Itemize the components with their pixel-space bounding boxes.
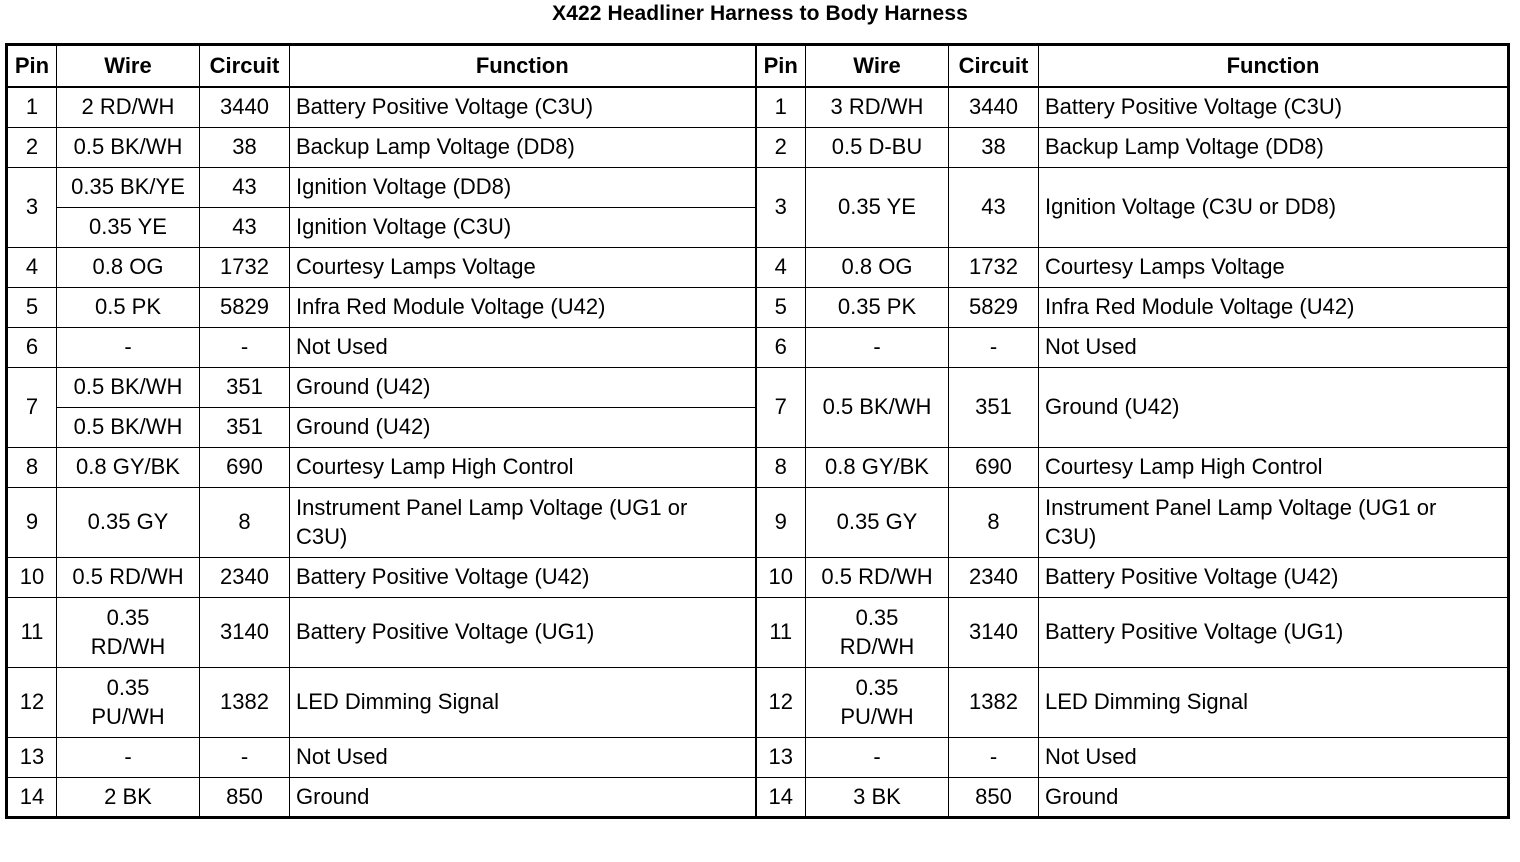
header-wire-right: Wire xyxy=(806,45,949,88)
function-cell-left: Not Used xyxy=(290,327,756,367)
table-row xyxy=(7,127,1509,167)
circuit-cell-left: 43 xyxy=(200,207,290,247)
wire-cell-right: 0.8 OG xyxy=(806,247,949,287)
wire-cell-left-line: 0.35 xyxy=(106,675,150,700)
wire-cell-left: 2 RD/WH xyxy=(57,87,200,127)
pin-cell-right: 2 xyxy=(756,127,806,167)
function-cell-right: Courtesy Lamp High Control xyxy=(1039,447,1509,487)
circuit-cell-right: 850 xyxy=(949,777,1039,817)
table-row xyxy=(7,167,1509,207)
pin-cell-right: 3 xyxy=(756,167,806,247)
pin-cell-right: 9 xyxy=(756,487,806,557)
wire-cell-right-line: PU/WH xyxy=(840,704,914,729)
function-cell-right-line: Instrument Panel Lamp Voltage (UG1 or xyxy=(1045,495,1437,520)
header-function-right: Function xyxy=(1039,45,1509,88)
table-row xyxy=(7,597,1509,667)
circuit-cell-right: 43 xyxy=(949,167,1039,247)
function-cell-right: Ignition Voltage (C3U or DD8) xyxy=(1039,167,1509,247)
wire-cell-right: 0.5 RD/WH xyxy=(806,557,949,597)
table-row xyxy=(7,557,1509,597)
header-pin-right: Pin xyxy=(756,45,806,88)
circuit-cell-left: 8 xyxy=(200,487,290,557)
header-wire-left: Wire xyxy=(57,45,200,88)
function-cell-left: Battery Positive Voltage (U42) xyxy=(290,557,756,597)
circuit-cell-right: 5829 xyxy=(949,287,1039,327)
pin-cell-left: 5 xyxy=(7,287,57,327)
pin-cell-right: 13 xyxy=(756,737,806,777)
function-cell-left-line: Instrument Panel Lamp Voltage (UG1 or xyxy=(296,495,688,520)
pin-cell-right: 4 xyxy=(756,247,806,287)
wire-cell-right: 0.5 D-BU xyxy=(806,127,949,167)
circuit-cell-right: - xyxy=(949,737,1039,777)
wire-cell-right-line: 0.35 xyxy=(855,675,899,700)
wire-cell-left: 0.35 GY xyxy=(57,487,200,557)
circuit-cell-right: 38 xyxy=(949,127,1039,167)
table-row xyxy=(7,737,1509,777)
function-cell-right: Battery Positive Voltage (C3U) xyxy=(1039,87,1509,127)
wire-cell-right: 0.5 BK/WH xyxy=(806,367,949,447)
function-cell-right: Ground (U42) xyxy=(1039,367,1509,447)
pin-cell-left: 9 xyxy=(7,487,57,557)
pin-cell-right: 8 xyxy=(756,447,806,487)
function-cell-left: Ignition Voltage (C3U) xyxy=(290,207,756,247)
wire-cell-left: 0.8 OG xyxy=(57,247,200,287)
circuit-cell-left: 38 xyxy=(200,127,290,167)
circuit-cell-right: 2340 xyxy=(949,557,1039,597)
function-cell-left: Battery Positive Voltage (C3U) xyxy=(290,87,756,127)
function-cell-left: Ground (U42) xyxy=(290,407,756,447)
function-cell-right: Backup Lamp Voltage (DD8) xyxy=(1039,127,1509,167)
wire-cell-right: 0.8 GY/BK xyxy=(806,447,949,487)
circuit-cell-left: 2340 xyxy=(200,557,290,597)
table-row xyxy=(7,327,1509,367)
function-cell-left: LED Dimming Signal xyxy=(290,667,756,737)
wire-cell-right xyxy=(806,597,949,667)
wire-cell-left: 0.5 BK/WH xyxy=(57,407,200,447)
circuit-cell-left: 690 xyxy=(200,447,290,487)
wire-cell-left: 0.5 BK/WH xyxy=(57,367,200,407)
wire-cell-right: - xyxy=(806,737,949,777)
wire-cell-right: 3 BK xyxy=(806,777,949,817)
header-pin-left: Pin xyxy=(7,45,57,88)
header-row xyxy=(7,45,1509,88)
wire-cell-left-line: RD/WH xyxy=(90,634,166,659)
circuit-cell-left: - xyxy=(200,737,290,777)
pin-cell-right: 14 xyxy=(756,777,806,817)
wire-cell-right-line: 0.35 xyxy=(855,605,899,630)
wire-cell-left: 0.35 BK/YE xyxy=(57,167,200,207)
circuit-cell-left: 1732 xyxy=(200,247,290,287)
pin-cell-left: 13 xyxy=(7,737,57,777)
wire-cell-left xyxy=(57,597,200,667)
table-row xyxy=(7,287,1509,327)
circuit-cell-left: 351 xyxy=(200,367,290,407)
pin-cell-right: 5 xyxy=(756,287,806,327)
circuit-cell-right: 351 xyxy=(949,367,1039,447)
circuit-cell-right: 1382 xyxy=(949,667,1039,737)
function-cell-left: Not Used xyxy=(290,737,756,777)
function-cell-right: Not Used xyxy=(1039,327,1509,367)
pin-cell-right: 11 xyxy=(756,597,806,667)
function-cell-left: Courtesy Lamps Voltage xyxy=(290,247,756,287)
wire-cell-right: 3 RD/WH xyxy=(806,87,949,127)
circuit-cell-left: 850 xyxy=(200,777,290,817)
wire-cell-left-line: 0.35 xyxy=(106,605,150,630)
circuit-cell-right: 3140 xyxy=(949,597,1039,667)
wire-cell-left: - xyxy=(57,327,200,367)
wire-cell-left: 0.5 BK/WH xyxy=(57,127,200,167)
wire-cell-left-line: PU/WH xyxy=(91,704,165,729)
table-row xyxy=(7,447,1509,487)
function-cell-right: Infra Red Module Voltage (U42) xyxy=(1039,287,1509,327)
wire-cell-left: 0.5 PK xyxy=(57,287,200,327)
pin-cell-left: 8 xyxy=(7,447,57,487)
wire-cell-left: 2 BK xyxy=(57,777,200,817)
function-cell-left: Ground (U42) xyxy=(290,367,756,407)
circuit-cell-right: 690 xyxy=(949,447,1039,487)
pinout-table xyxy=(5,43,1510,819)
function-cell-left: Infra Red Module Voltage (U42) xyxy=(290,287,756,327)
circuit-cell-right: 8 xyxy=(949,487,1039,557)
function-cell-left: Battery Positive Voltage (UG1) xyxy=(290,597,756,667)
wire-cell-left xyxy=(57,667,200,737)
wire-cell-right xyxy=(806,667,949,737)
circuit-cell-left: 1382 xyxy=(200,667,290,737)
pin-cell-right: 10 xyxy=(756,557,806,597)
function-cell-right: Not Used xyxy=(1039,737,1509,777)
circuit-cell-right: - xyxy=(949,327,1039,367)
function-cell-left: Backup Lamp Voltage (DD8) xyxy=(290,127,756,167)
header-function-left: Function xyxy=(290,45,756,88)
function-cell-right: Battery Positive Voltage (U42) xyxy=(1039,557,1509,597)
page-title: X422 Headliner Harness to Body Harness xyxy=(552,2,968,25)
wire-cell-right: - xyxy=(806,327,949,367)
header-circuit-left: Circuit xyxy=(200,45,290,88)
wire-cell-right-line: RD/WH xyxy=(839,634,915,659)
pin-cell-right: 12 xyxy=(756,667,806,737)
circuit-cell-left: 5829 xyxy=(200,287,290,327)
wire-cell-left: 0.5 RD/WH xyxy=(57,557,200,597)
pin-cell-right: 6 xyxy=(756,327,806,367)
function-cell-right: LED Dimming Signal xyxy=(1039,667,1509,737)
pin-cell-left: 12 xyxy=(7,667,57,737)
circuit-cell-right: 1732 xyxy=(949,247,1039,287)
function-cell-right-line: C3U) xyxy=(1045,524,1097,549)
table-row xyxy=(7,367,1509,407)
function-cell-left xyxy=(290,487,756,557)
wire-cell-right: 0.35 YE xyxy=(806,167,949,247)
circuit-cell-left: 3440 xyxy=(200,87,290,127)
pin-cell-left: 2 xyxy=(7,127,57,167)
table-row xyxy=(7,247,1509,287)
wire-cell-left: 0.35 YE xyxy=(57,207,200,247)
pin-cell-right: 1 xyxy=(756,87,806,127)
circuit-cell-left: 43 xyxy=(200,167,290,207)
circuit-cell-left: 351 xyxy=(200,407,290,447)
circuit-cell-left: 3140 xyxy=(200,597,290,667)
header-circuit-right: Circuit xyxy=(949,45,1039,88)
wire-cell-left: 0.8 GY/BK xyxy=(57,447,200,487)
pin-cell-left: 3 xyxy=(7,167,57,247)
circuit-cell-left: - xyxy=(200,327,290,367)
function-cell-right: Courtesy Lamps Voltage xyxy=(1039,247,1509,287)
function-cell-left-line: C3U) xyxy=(296,524,348,549)
function-cell-left: Courtesy Lamp High Control xyxy=(290,447,756,487)
pin-cell-left: 11 xyxy=(7,597,57,667)
function-cell-left: Ground xyxy=(290,777,756,817)
table-row xyxy=(7,777,1509,817)
wire-cell-right: 0.35 GY xyxy=(806,487,949,557)
wire-cell-right: 0.35 PK xyxy=(806,287,949,327)
pin-cell-left: 7 xyxy=(7,367,57,447)
function-cell-right: Ground xyxy=(1039,777,1509,817)
pin-cell-right: 7 xyxy=(756,367,806,447)
pin-cell-left: 14 xyxy=(7,777,57,817)
function-cell-right: Battery Positive Voltage (UG1) xyxy=(1039,597,1509,667)
circuit-cell-right: 3440 xyxy=(949,87,1039,127)
table-row xyxy=(7,667,1509,737)
wire-cell-left: - xyxy=(57,737,200,777)
table-row xyxy=(7,87,1509,127)
pin-cell-left: 6 xyxy=(7,327,57,367)
table-row xyxy=(7,487,1509,557)
function-cell-right xyxy=(1039,487,1509,557)
pin-cell-left: 1 xyxy=(7,87,57,127)
pin-cell-left: 10 xyxy=(7,557,57,597)
function-cell-left: Ignition Voltage (DD8) xyxy=(290,167,756,207)
pin-cell-left: 4 xyxy=(7,247,57,287)
